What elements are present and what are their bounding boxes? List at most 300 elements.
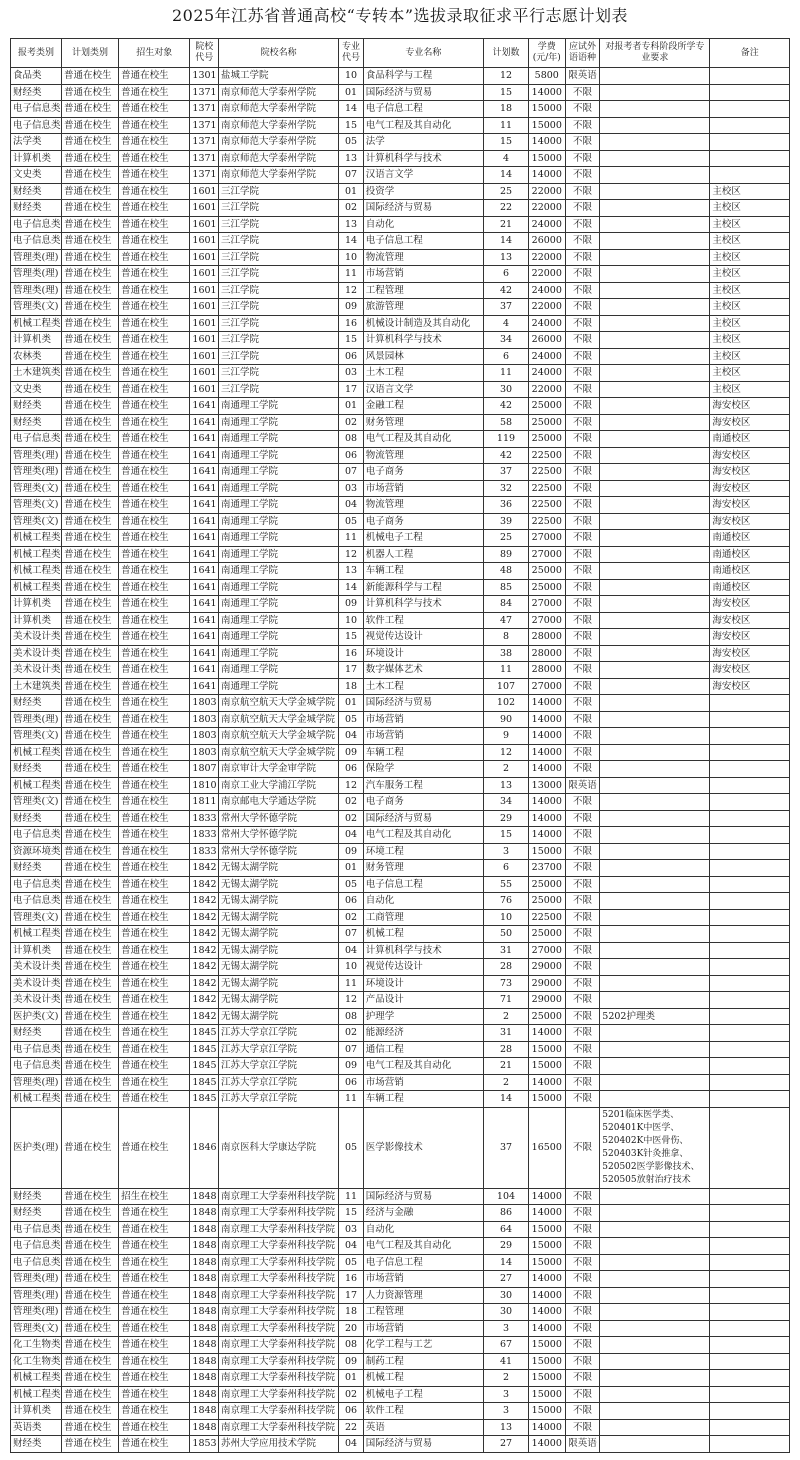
cell-school-name: 南京理工大学泰州科技学院 bbox=[218, 1304, 338, 1321]
cell-school-name: 南京理工大学泰州科技学院 bbox=[218, 1370, 338, 1387]
table-row bbox=[11, 1403, 790, 1420]
cell-plan-type: 普通在校生 bbox=[61, 794, 118, 811]
cell-major-requirement bbox=[600, 959, 710, 976]
cell-category: 管理类(理) bbox=[11, 1271, 62, 1288]
table-row bbox=[11, 959, 790, 976]
cell-category: 美术设计类 bbox=[11, 662, 62, 679]
cell-school-code: 1833 bbox=[190, 827, 219, 844]
cell-plan-type: 普通在校生 bbox=[61, 282, 118, 299]
cell-major-name: 市场营销 bbox=[363, 1074, 483, 1091]
table-row bbox=[11, 909, 790, 926]
cell-remark bbox=[710, 1353, 790, 1370]
cell-remark bbox=[710, 1221, 790, 1238]
cell-language: 不限 bbox=[565, 497, 600, 514]
cell-category: 管理类(理) bbox=[11, 464, 62, 481]
cell-major-requirement bbox=[600, 464, 710, 481]
cell-target: 普通在校生 bbox=[119, 1254, 190, 1271]
cell-target: 普通在校生 bbox=[119, 464, 190, 481]
cell-target: 普通在校生 bbox=[119, 447, 190, 464]
cell-plan-count: 12 bbox=[484, 744, 529, 761]
cell-major-code: 05 bbox=[339, 876, 363, 893]
cell-language: 不限 bbox=[565, 926, 600, 943]
cell-remark bbox=[710, 1287, 790, 1304]
cell-category: 财经类 bbox=[11, 860, 62, 877]
cell-plan-type: 普通在校生 bbox=[61, 266, 118, 283]
cell-school-code: 1833 bbox=[190, 843, 219, 860]
cell-category: 机械工程类 bbox=[11, 1370, 62, 1387]
table-row bbox=[11, 1091, 790, 1108]
cell-tuition: 25000 bbox=[528, 431, 565, 448]
table-row bbox=[11, 876, 790, 893]
cell-school-code: 1641 bbox=[190, 480, 219, 497]
cell-school-name: 苏州大学应用技术学院 bbox=[218, 1436, 338, 1453]
table-row bbox=[11, 68, 790, 85]
cell-major-requirement bbox=[600, 299, 710, 316]
cell-plan-count: 14 bbox=[484, 233, 529, 250]
cell-plan-count: 15 bbox=[484, 827, 529, 844]
cell-plan-type: 普通在校生 bbox=[61, 1386, 118, 1403]
cell-category: 电子信息类 bbox=[11, 876, 62, 893]
cell-tuition: 27000 bbox=[528, 942, 565, 959]
cell-major-code: 20 bbox=[339, 1320, 363, 1337]
cell-remark bbox=[710, 1107, 790, 1188]
cell-school-name: 南通理工学院 bbox=[218, 480, 338, 497]
cell-category: 土木建筑类 bbox=[11, 678, 62, 695]
cell-school-code: 1842 bbox=[190, 975, 219, 992]
cell-school-code: 1848 bbox=[190, 1238, 219, 1255]
cell-school-name: 三江学院 bbox=[218, 183, 338, 200]
cell-plan-count: 13 bbox=[484, 249, 529, 266]
table-row bbox=[11, 134, 790, 151]
cell-remark bbox=[710, 1188, 790, 1205]
cell-school-name: 无锡太湖学院 bbox=[218, 876, 338, 893]
cell-plan-count: 89 bbox=[484, 546, 529, 563]
table-row bbox=[11, 249, 790, 266]
cell-major-code: 02 bbox=[339, 1386, 363, 1403]
cell-category: 电子信息类 bbox=[11, 893, 62, 910]
cell-remark: 海安校区 bbox=[710, 678, 790, 695]
cell-remark: 主校区 bbox=[710, 200, 790, 217]
cell-remark bbox=[710, 975, 790, 992]
cell-target: 普通在校生 bbox=[119, 1205, 190, 1222]
cell-category: 文史类 bbox=[11, 381, 62, 398]
cell-remark: 主校区 bbox=[710, 233, 790, 250]
cell-remark: 南通校区 bbox=[710, 431, 790, 448]
cell-major-requirement bbox=[600, 497, 710, 514]
cell-school-name: 南京理工大学泰州科技学院 bbox=[218, 1353, 338, 1370]
cell-major-requirement bbox=[600, 249, 710, 266]
cell-tuition: 14000 bbox=[528, 827, 565, 844]
cell-plan-count: 39 bbox=[484, 513, 529, 530]
table-row bbox=[11, 563, 790, 580]
cell-target: 普通在校生 bbox=[119, 414, 190, 431]
table-row bbox=[11, 183, 790, 200]
cell-major-requirement bbox=[600, 612, 710, 629]
cell-major-requirement bbox=[600, 1091, 710, 1108]
cell-major-code: 07 bbox=[339, 1041, 363, 1058]
table-row bbox=[11, 662, 790, 679]
cell-category: 机械工程类 bbox=[11, 530, 62, 547]
cell-major-requirement bbox=[600, 942, 710, 959]
cell-school-code: 1641 bbox=[190, 497, 219, 514]
cell-tuition: 28000 bbox=[528, 662, 565, 679]
cell-target: 普通在校生 bbox=[119, 233, 190, 250]
cell-major-name: 机械工程 bbox=[363, 1370, 483, 1387]
cell-tuition: 24000 bbox=[528, 365, 565, 382]
cell-major-requirement bbox=[600, 68, 710, 85]
cell-tuition: 15000 bbox=[528, 1221, 565, 1238]
cell-major-name: 汉语言文学 bbox=[363, 167, 483, 184]
cell-plan-count: 2 bbox=[484, 1074, 529, 1091]
cell-major-requirement bbox=[600, 579, 710, 596]
table-row bbox=[11, 1188, 790, 1205]
cell-category: 管理类(文) bbox=[11, 794, 62, 811]
cell-plan-count: 30 bbox=[484, 1304, 529, 1321]
cell-plan-type: 普通在校生 bbox=[61, 1188, 118, 1205]
cell-school-code: 1601 bbox=[190, 266, 219, 283]
cell-plan-count: 37 bbox=[484, 299, 529, 316]
cell-plan-count: 38 bbox=[484, 645, 529, 662]
cell-target: 普通在校生 bbox=[119, 497, 190, 514]
cell-language: 限英语 bbox=[565, 68, 600, 85]
cell-target: 普通在校生 bbox=[119, 84, 190, 101]
cell-major-name: 电气工程及其自动化 bbox=[363, 117, 483, 134]
cell-school-name: 南京理工大学泰州科技学院 bbox=[218, 1403, 338, 1420]
cell-target: 普通在校生 bbox=[119, 1271, 190, 1288]
cell-plan-type: 普通在校生 bbox=[61, 728, 118, 745]
cell-school-name: 南京航空航天大学金城学院 bbox=[218, 728, 338, 745]
cell-target: 普通在校生 bbox=[119, 1058, 190, 1075]
cell-tuition: 15000 bbox=[528, 1403, 565, 1420]
cell-tuition: 25000 bbox=[528, 563, 565, 580]
cell-plan-count: 67 bbox=[484, 1337, 529, 1354]
cell-remark bbox=[710, 959, 790, 976]
cell-target: 普通在校生 bbox=[119, 876, 190, 893]
cell-plan-type: 普通在校生 bbox=[61, 464, 118, 481]
cell-major-name: 国际经济与贸易 bbox=[363, 84, 483, 101]
cell-major-requirement bbox=[600, 926, 710, 943]
cell-school-name: 南京师范大学泰州学院 bbox=[218, 134, 338, 151]
cell-category: 食品类 bbox=[11, 68, 62, 85]
cell-plan-count: 6 bbox=[484, 860, 529, 877]
cell-target: 普通在校生 bbox=[119, 1386, 190, 1403]
cell-major-name: 国际经济与贸易 bbox=[363, 1188, 483, 1205]
cell-plan-count: 11 bbox=[484, 117, 529, 134]
cell-school-name: 南京工业大学浦江学院 bbox=[218, 777, 338, 794]
cell-major-name: 物流管理 bbox=[363, 447, 483, 464]
page-title: 2025年江苏省普通高校“专转本”选拔录取征求平行志愿计划表 bbox=[171, 6, 629, 25]
cell-tuition: 14000 bbox=[528, 810, 565, 827]
cell-plan-type: 普通在校生 bbox=[61, 249, 118, 266]
cell-school-name: 南通理工学院 bbox=[218, 447, 338, 464]
cell-plan-type: 普通在校生 bbox=[61, 101, 118, 118]
cell-tuition: 25000 bbox=[528, 893, 565, 910]
cell-target: 普通在校生 bbox=[119, 645, 190, 662]
cell-plan-count: 34 bbox=[484, 794, 529, 811]
cell-tuition: 25000 bbox=[528, 414, 565, 431]
cell-plan-type: 普通在校生 bbox=[61, 926, 118, 943]
cell-plan-type: 普通在校生 bbox=[61, 1271, 118, 1288]
cell-category: 美术设计类 bbox=[11, 992, 62, 1009]
cell-major-requirement bbox=[600, 332, 710, 349]
cell-target: 普通在校生 bbox=[119, 431, 190, 448]
cell-plan-count: 36 bbox=[484, 497, 529, 514]
cell-plan-type: 普通在校生 bbox=[61, 678, 118, 695]
cell-language: 不限 bbox=[565, 1419, 600, 1436]
cell-school-code: 1641 bbox=[190, 678, 219, 695]
cell-plan-count: 119 bbox=[484, 431, 529, 448]
cell-tuition: 14000 bbox=[528, 728, 565, 745]
cell-language: 不限 bbox=[565, 1058, 600, 1075]
cell-major-code: 08 bbox=[339, 1008, 363, 1025]
cell-major-requirement bbox=[600, 777, 710, 794]
cell-school-code: 1601 bbox=[190, 315, 219, 332]
cell-remark: 主校区 bbox=[710, 315, 790, 332]
cell-category: 电子信息类 bbox=[11, 1254, 62, 1271]
cell-language: 不限 bbox=[565, 1337, 600, 1354]
cell-plan-count: 42 bbox=[484, 398, 529, 415]
cell-major-name: 机械设计制造及其自动化 bbox=[363, 315, 483, 332]
cell-school-name: 南通理工学院 bbox=[218, 645, 338, 662]
cell-plan-count: 25 bbox=[484, 183, 529, 200]
cell-language: 不限 bbox=[565, 728, 600, 745]
cell-major-name: 电子信息工程 bbox=[363, 101, 483, 118]
cell-plan-type: 普通在校生 bbox=[61, 1074, 118, 1091]
cell-major-name: 国际经济与贸易 bbox=[363, 200, 483, 217]
cell-major-code: 01 bbox=[339, 1370, 363, 1387]
cell-major-name: 旅游管理 bbox=[363, 299, 483, 316]
cell-major-requirement bbox=[600, 1403, 710, 1420]
cell-major-requirement bbox=[600, 761, 710, 778]
cell-major-requirement bbox=[600, 794, 710, 811]
table-row bbox=[11, 348, 790, 365]
cell-major-code: 06 bbox=[339, 348, 363, 365]
cell-category: 医护类(文) bbox=[11, 1008, 62, 1025]
cell-school-code: 1641 bbox=[190, 546, 219, 563]
table-row bbox=[11, 332, 790, 349]
cell-language: 不限 bbox=[565, 183, 600, 200]
cell-major-code: 11 bbox=[339, 530, 363, 547]
cell-remark: 南通校区 bbox=[710, 546, 790, 563]
cell-language: 不限 bbox=[565, 629, 600, 646]
cell-category: 电子信息类 bbox=[11, 827, 62, 844]
cell-target: 普通在校生 bbox=[119, 860, 190, 877]
cell-plan-type: 普通在校生 bbox=[61, 332, 118, 349]
cell-plan-type: 普通在校生 bbox=[61, 1025, 118, 1042]
cell-language: 不限 bbox=[565, 167, 600, 184]
cell-school-name: 南京师范大学泰州学院 bbox=[218, 84, 338, 101]
cell-major-requirement bbox=[600, 1058, 710, 1075]
table-row bbox=[11, 761, 790, 778]
cell-remark: 海安校区 bbox=[710, 398, 790, 415]
cell-tuition: 24000 bbox=[528, 216, 565, 233]
cell-school-name: 常州大学怀德学院 bbox=[218, 827, 338, 844]
table-row bbox=[11, 266, 790, 283]
cell-plan-count: 47 bbox=[484, 612, 529, 629]
cell-language: 不限 bbox=[565, 1370, 600, 1387]
header-tuition: 学费(元/年) bbox=[528, 39, 565, 68]
cell-major-name: 风景园林 bbox=[363, 348, 483, 365]
table-row bbox=[11, 695, 790, 712]
cell-category: 机械工程类 bbox=[11, 1386, 62, 1403]
cell-major-name: 机械工程 bbox=[363, 926, 483, 943]
cell-school-code: 1848 bbox=[190, 1337, 219, 1354]
cell-major-code: 18 bbox=[339, 678, 363, 695]
table-row bbox=[11, 414, 790, 431]
cell-language: 不限 bbox=[565, 975, 600, 992]
cell-plan-type: 普通在校生 bbox=[61, 1058, 118, 1075]
cell-school-name: 南京理工大学泰州科技学院 bbox=[218, 1188, 338, 1205]
cell-language: 不限 bbox=[565, 1074, 600, 1091]
cell-plan-count: 15 bbox=[484, 84, 529, 101]
cell-major-name: 数字媒体艺术 bbox=[363, 662, 483, 679]
cell-school-code: 1641 bbox=[190, 629, 219, 646]
cell-category: 电子信息类 bbox=[11, 1058, 62, 1075]
cell-major-name: 车辆工程 bbox=[363, 563, 483, 580]
cell-plan-count: 71 bbox=[484, 992, 529, 1009]
table-row bbox=[11, 794, 790, 811]
cell-school-code: 1848 bbox=[190, 1353, 219, 1370]
table-row bbox=[11, 1074, 790, 1091]
cell-major-name: 汽车服务工程 bbox=[363, 777, 483, 794]
cell-major-code: 04 bbox=[339, 497, 363, 514]
cell-target: 普通在校生 bbox=[119, 596, 190, 613]
cell-remark bbox=[710, 794, 790, 811]
table-row bbox=[11, 1058, 790, 1075]
cell-major-name: 自动化 bbox=[363, 1221, 483, 1238]
cell-plan-type: 普通在校生 bbox=[61, 150, 118, 167]
cell-school-code: 1803 bbox=[190, 744, 219, 761]
cell-tuition: 28000 bbox=[528, 629, 565, 646]
cell-major-name: 计算机科学与技术 bbox=[363, 596, 483, 613]
table-row bbox=[11, 200, 790, 217]
table-row bbox=[11, 546, 790, 563]
table-row bbox=[11, 728, 790, 745]
cell-target: 普通在校生 bbox=[119, 315, 190, 332]
cell-language: 不限 bbox=[565, 810, 600, 827]
cell-school-name: 南京理工大学泰州科技学院 bbox=[218, 1205, 338, 1222]
cell-plan-type: 普通在校生 bbox=[61, 1353, 118, 1370]
cell-major-name: 人力资源管理 bbox=[363, 1287, 483, 1304]
table-row bbox=[11, 1107, 790, 1188]
cell-major-requirement bbox=[600, 480, 710, 497]
cell-major-code: 05 bbox=[339, 1254, 363, 1271]
cell-language: 不限 bbox=[565, 678, 600, 695]
cell-major-name: 物流管理 bbox=[363, 249, 483, 266]
cell-language: 不限 bbox=[565, 101, 600, 118]
cell-category: 管理类(文) bbox=[11, 299, 62, 316]
cell-tuition: 14000 bbox=[528, 1271, 565, 1288]
cell-school-code: 1811 bbox=[190, 794, 219, 811]
cell-major-requirement bbox=[600, 1304, 710, 1321]
cell-remark: 海安校区 bbox=[710, 513, 790, 530]
cell-plan-count: 3 bbox=[484, 1320, 529, 1337]
cell-school-name: 三江学院 bbox=[218, 315, 338, 332]
cell-major-name: 医学影像技术 bbox=[363, 1107, 483, 1188]
table-row bbox=[11, 1304, 790, 1321]
cell-category: 机械工程类 bbox=[11, 777, 62, 794]
cell-remark bbox=[710, 1320, 790, 1337]
cell-remark bbox=[710, 761, 790, 778]
cell-tuition: 14000 bbox=[528, 794, 565, 811]
cell-school-name: 南京师范大学泰州学院 bbox=[218, 117, 338, 134]
cell-major-code: 17 bbox=[339, 662, 363, 679]
cell-tuition: 15000 bbox=[528, 1058, 565, 1075]
cell-language: 不限 bbox=[565, 431, 600, 448]
cell-major-requirement bbox=[600, 398, 710, 415]
cell-language: 不限 bbox=[565, 332, 600, 349]
cell-school-code: 1848 bbox=[190, 1403, 219, 1420]
cell-category: 美术设计类 bbox=[11, 629, 62, 646]
cell-major-name: 自动化 bbox=[363, 893, 483, 910]
table-row bbox=[11, 777, 790, 794]
cell-plan-type: 普通在校生 bbox=[61, 942, 118, 959]
cell-remark bbox=[710, 860, 790, 877]
cell-school-code: 1641 bbox=[190, 530, 219, 547]
cell-target: 普通在校生 bbox=[119, 563, 190, 580]
cell-school-name: 无锡太湖学院 bbox=[218, 909, 338, 926]
cell-language: 不限 bbox=[565, 546, 600, 563]
cell-tuition: 15000 bbox=[528, 1238, 565, 1255]
cell-target: 普通在校生 bbox=[119, 761, 190, 778]
cell-major-name: 电子商务 bbox=[363, 794, 483, 811]
cell-school-code: 1601 bbox=[190, 200, 219, 217]
cell-plan-count: 104 bbox=[484, 1188, 529, 1205]
cell-school-code: 1641 bbox=[190, 513, 219, 530]
cell-major-code: 07 bbox=[339, 926, 363, 943]
cell-school-name: 江苏大学京江学院 bbox=[218, 1025, 338, 1042]
cell-school-code: 1842 bbox=[190, 942, 219, 959]
cell-major-code: 04 bbox=[339, 827, 363, 844]
cell-tuition: 25000 bbox=[528, 398, 565, 415]
cell-category: 管理类(理) bbox=[11, 1304, 62, 1321]
cell-major-code: 22 bbox=[339, 1419, 363, 1436]
cell-major-requirement bbox=[600, 1370, 710, 1387]
cell-school-code: 1601 bbox=[190, 332, 219, 349]
cell-target: 普通在校生 bbox=[119, 975, 190, 992]
cell-school-code: 1842 bbox=[190, 992, 219, 1009]
header-major-name: 专业名称 bbox=[363, 39, 483, 68]
cell-school-name: 南通理工学院 bbox=[218, 678, 338, 695]
cell-major-requirement bbox=[600, 728, 710, 745]
cell-language: 不限 bbox=[565, 909, 600, 926]
cell-plan-count: 14 bbox=[484, 1091, 529, 1108]
cell-major-requirement bbox=[600, 546, 710, 563]
cell-tuition: 27000 bbox=[528, 530, 565, 547]
cell-remark bbox=[710, 926, 790, 943]
cell-plan-type: 普通在校生 bbox=[61, 1436, 118, 1453]
cell-remark bbox=[710, 117, 790, 134]
cell-school-name: 南京理工大学泰州科技学院 bbox=[218, 1419, 338, 1436]
cell-major-code: 12 bbox=[339, 546, 363, 563]
cell-major-code: 01 bbox=[339, 695, 363, 712]
cell-major-code: 02 bbox=[339, 1025, 363, 1042]
cell-major-code: 09 bbox=[339, 744, 363, 761]
table-row bbox=[11, 596, 790, 613]
cell-language: 不限 bbox=[565, 744, 600, 761]
cell-school-code: 1848 bbox=[190, 1271, 219, 1288]
cell-plan-type: 普通在校生 bbox=[61, 1107, 118, 1188]
cell-tuition: 27000 bbox=[528, 612, 565, 629]
cell-major-requirement bbox=[600, 447, 710, 464]
cell-language: 不限 bbox=[565, 84, 600, 101]
cell-target: 普通在校生 bbox=[119, 348, 190, 365]
cell-major-code: 10 bbox=[339, 249, 363, 266]
table-row bbox=[11, 530, 790, 547]
cell-plan-count: 21 bbox=[484, 216, 529, 233]
cell-major-code: 14 bbox=[339, 233, 363, 250]
cell-major-code: 11 bbox=[339, 1188, 363, 1205]
